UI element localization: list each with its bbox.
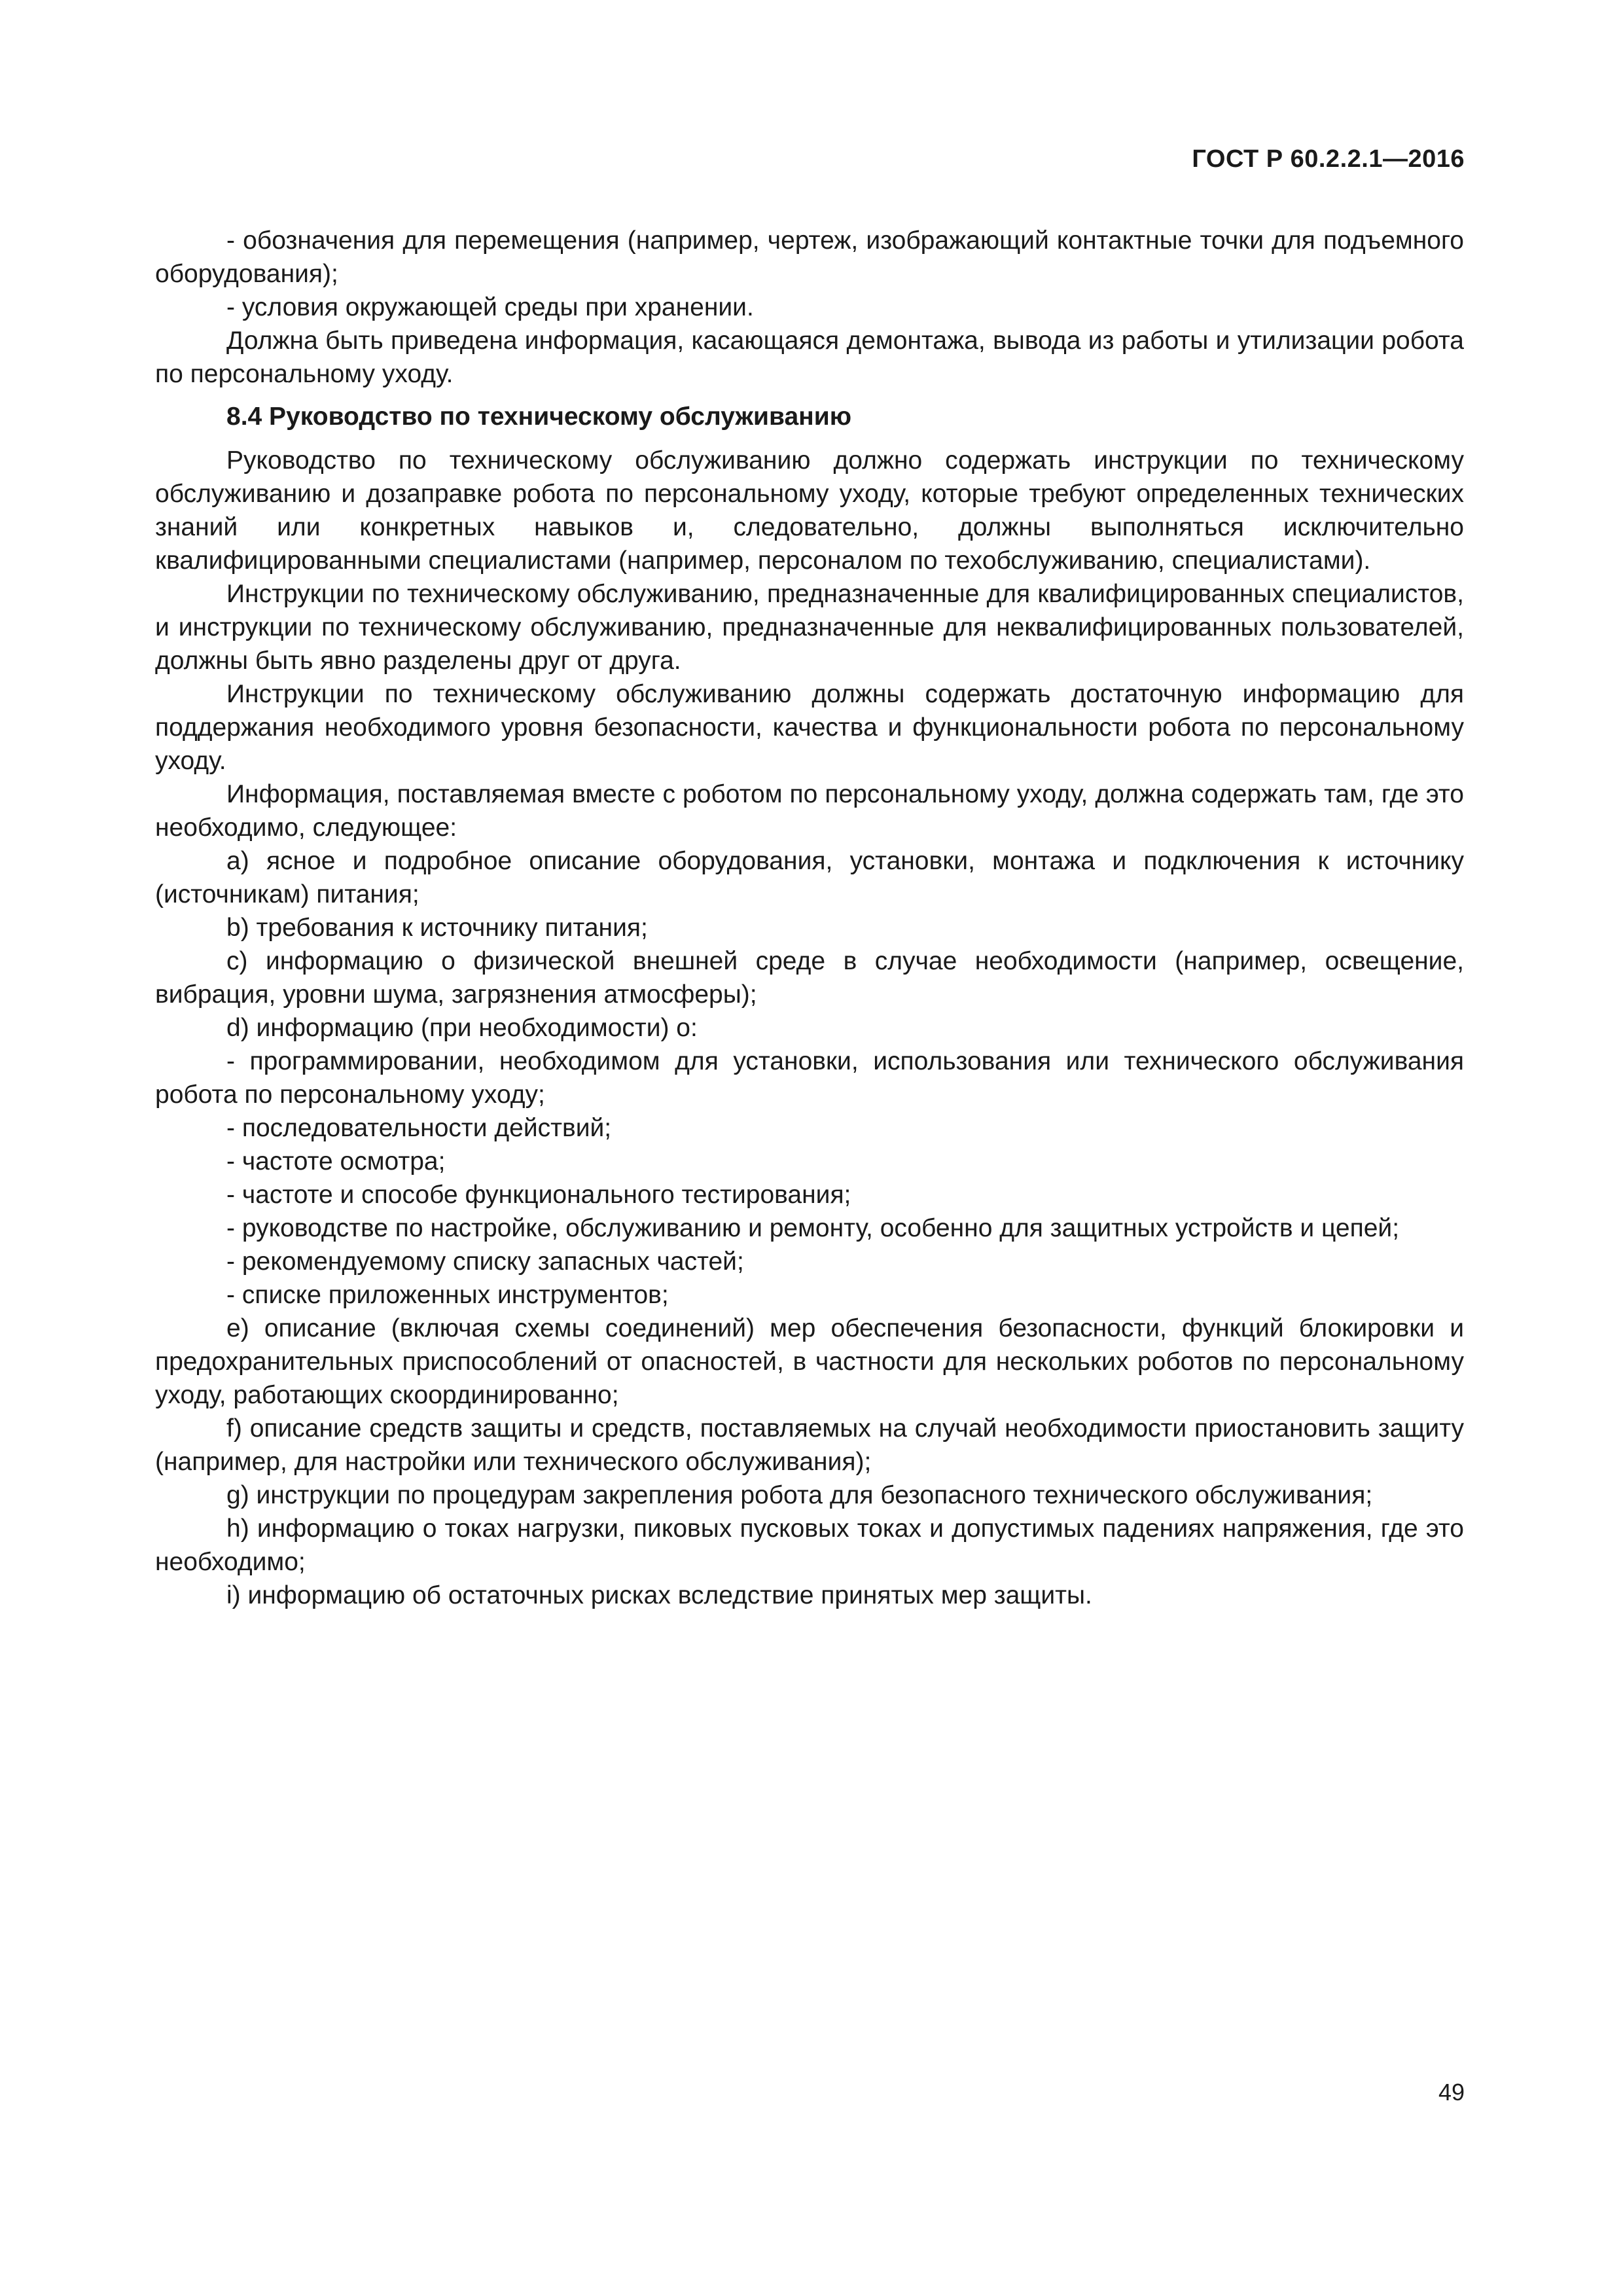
list-item: b) требования к источнику питания; [226,914,648,942]
list-item: f) описание средств защиты и средств, поставляемых на случай необходимости приостановить защиту (например, для настройки или технического обслуживания); [155,1414,1464,1476]
list-item: g) инструкции по процедурам закрепления робота для безопасного технического обслуживания; [226,1481,1373,1509]
paragraph: Информация, поставляемая вместе с роботом по персональному уходу, должна содержать там, где это необходимо, следующее: [155,780,1464,842]
section-title: 8.4 Руководство по техническому обслуживанию [226,403,852,431]
list-item: a) ясное и подробное описание оборудования, установки, монтажа и подключения к источнику (источникам) питания; [155,847,1464,908]
list-item: e) описание (включая схемы соединений) мер обеспечения безопасности, функций блокировки и предохранительных приспособлений от опасностей, в частности для нескольких роботов по персональному уходу, работающих скоординированно; [155,1314,1464,1409]
sub-list-item: - списке приложенных инструментов; [226,1281,669,1309]
paragraph: - условия окружающей среды при хранении. [226,293,754,321]
sub-list-item: - последовательности действий; [226,1114,612,1142]
sub-list-item: - рекомендуемому списку запасных частей; [226,1247,744,1276]
sub-list-item: - частоте осмотра; [226,1147,446,1175]
sub-list-item: - программировании, необходимом для установки, использования или технического обслуживания робота по персональному уходу; [155,1047,1464,1109]
paragraph: Руководство по техническому обслуживанию должно содержать инструкции по техническому обслуживанию и дозаправке робота по персональному уходу, которые требуют определенных технических знаний или конкретных навыков и, следовательно, должны выполняться исключительно квалифицированными специалистами (например, персоналом по техобслуживанию, специалистами). [155,446,1464,575]
page-number: 49 [1438,2079,1465,2106]
paragraph: Инструкции по техническому обслуживанию должны содержать достаточную информацию для поддержания необходимого уровня безопасности, качества и функциональности робота по персональному уходу. [155,680,1464,775]
list-item: d) информацию (при необходимости) о: [226,1014,698,1042]
paragraph: Инструкции по техническому обслуживанию, предназначенные для квалифицированных специалистов, и инструкции по техническому обслуживанию, предназначенные для неквалифицированных пользователей, должны быть явно разделены друг от друга. [155,580,1464,675]
list-item: c) информацию о физической внешней среде в случае необходимости (например, освещение, вибрация, уровни шума, загрязнения атмосферы); [155,947,1464,1009]
sub-list-item: - руководстве по настройке, обслуживанию и ремонту, особенно для защитных устройств и цепей; [226,1214,1400,1242]
paragraph: - обозначения для перемещения (например, чертеж, изображающий контактные точки для подъемного оборудования); [155,226,1464,288]
document-code: ГОСТ Р 60.2.2.1—2016 [1192,145,1465,173]
page-content [155,224,1464,1612]
paragraph: Должна быть приведена информация, касающаяся демонтажа, вывода из работы и утилизации робота по персональному уходу. [155,327,1464,388]
sub-list-item: - частоте и способе функционального тестирования; [226,1181,851,1209]
list-item: i) информацию об остаточных рисках вследствие принятых мер защиты. [226,1581,1092,1609]
list-item: h) информацию о токах нагрузки, пиковых пусковых токах и допустимых падениях напряжения, где это необходимо; [155,1515,1464,1576]
